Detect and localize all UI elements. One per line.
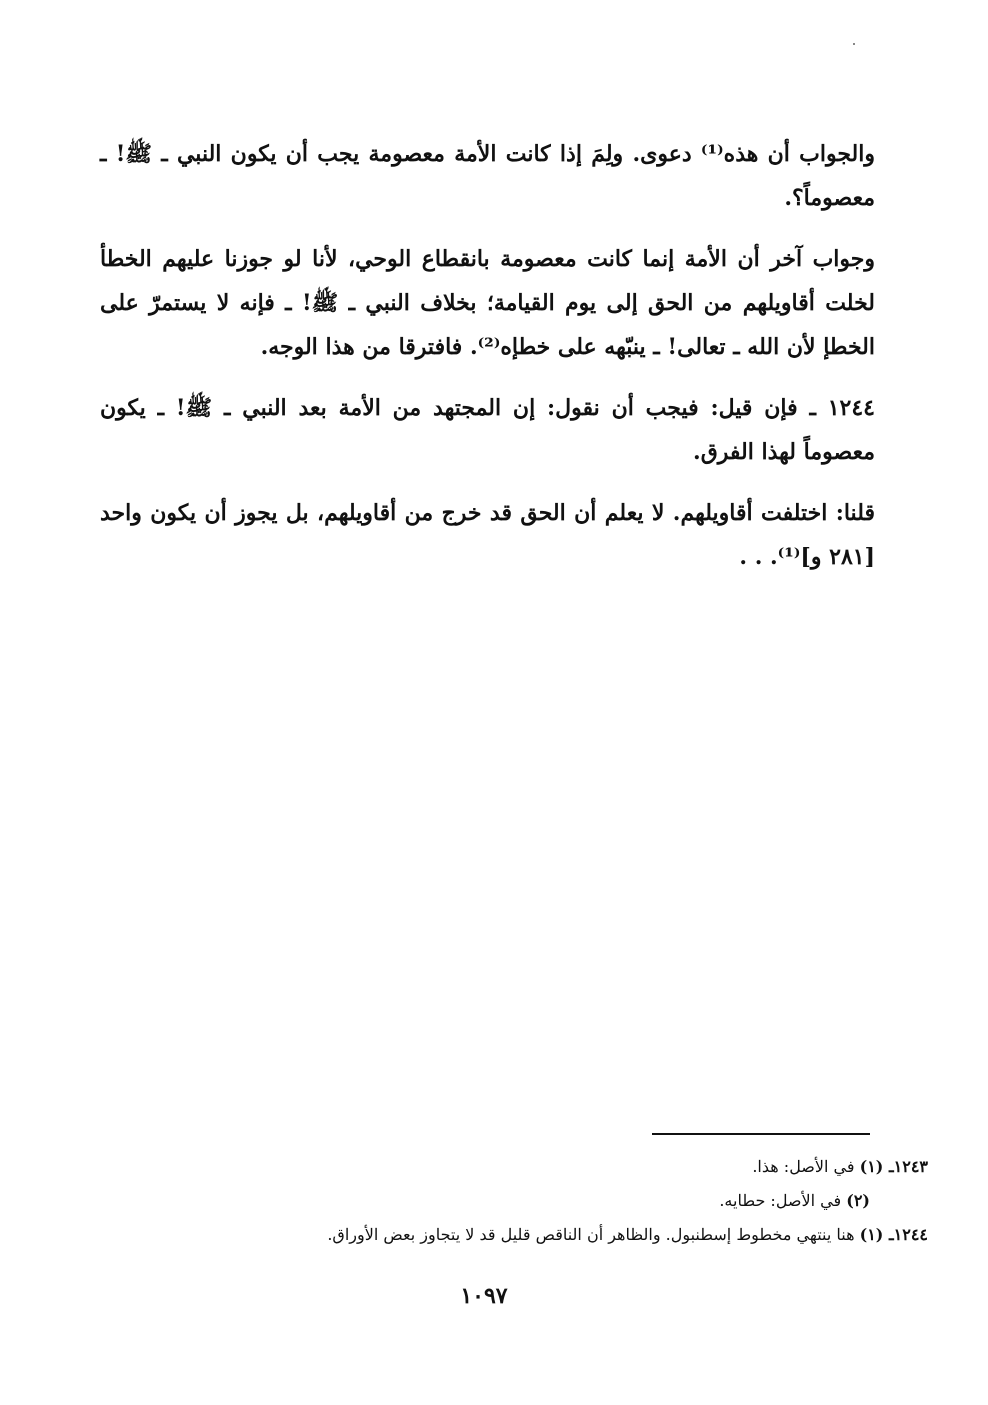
footnote-separator bbox=[652, 1133, 870, 1135]
paragraph-second-answer: وجواب آخر أن الأمة إنما كانت معصومة بانقطاع الوحي، لأنا لو جوزنا عليهم الخطأ لخلت أقاويلهم من الحق إلى يوم القيامة؛ بخلاف النبي ـ ﷺ! ـ فإنه لا يستمرّ على الخطإ لأن الله ـ تعالى! ـ ينبّهه على خطإه⁽²⁾. فافترقا من هذا الوجه. bbox=[100, 246, 875, 360]
paragraph-reply: قلنا: اختلفت أقاويلهم. لا يعلم أن الحق قد خرج من أقاويلهم، بل يجوز أن يكون واحد [٢٨١ و]⁽¹⁾. . . bbox=[100, 500, 875, 570]
footnote-1-text: في الأصل: هذا. bbox=[752, 1157, 860, 1176]
section-number: ١٢٤٤ bbox=[827, 395, 875, 421]
main-text-block bbox=[100, 132, 875, 596]
paragraph-answer: والجواب أن هذه⁽¹⁾ دعوى. ولِمَ إذا كانت الأمة معصومة يجب أن يكون النبي ـ ﷺ! ـ معصوماً؟. bbox=[100, 141, 875, 211]
paragraph-objection bbox=[100, 386, 875, 474]
footnote-2 bbox=[108, 1184, 928, 1218]
paragraph-objection-text: ـ فإن قيل: فيجب أن نقول: إن المجتهد من الأمة بعد النبي ـ ﷺ! ـ يكون معصوماً لهذا الفرق. bbox=[100, 395, 875, 465]
footnote-3 bbox=[108, 1218, 928, 1252]
footnote-3-text: هنا ينتهي مخطوط إسطنبول. والظاهر أن الناقص قليل قد لا يتجاوز بعض الأوراق. bbox=[327, 1225, 860, 1244]
page-number: ١٠٩٧ bbox=[460, 1283, 508, 1309]
footnote-2-ref: (٢) bbox=[846, 1191, 870, 1210]
footnote-1-ref: ١٢٤٣ـ (١) bbox=[859, 1157, 928, 1176]
footnote-3-ref: ١٢٤٤ـ (١) bbox=[859, 1225, 928, 1244]
footnotes-block bbox=[108, 1150, 928, 1252]
footnote-2-text: في الأصل: حطايه. bbox=[719, 1191, 847, 1210]
footnote-1 bbox=[108, 1150, 928, 1184]
scan-speck bbox=[853, 43, 855, 45]
